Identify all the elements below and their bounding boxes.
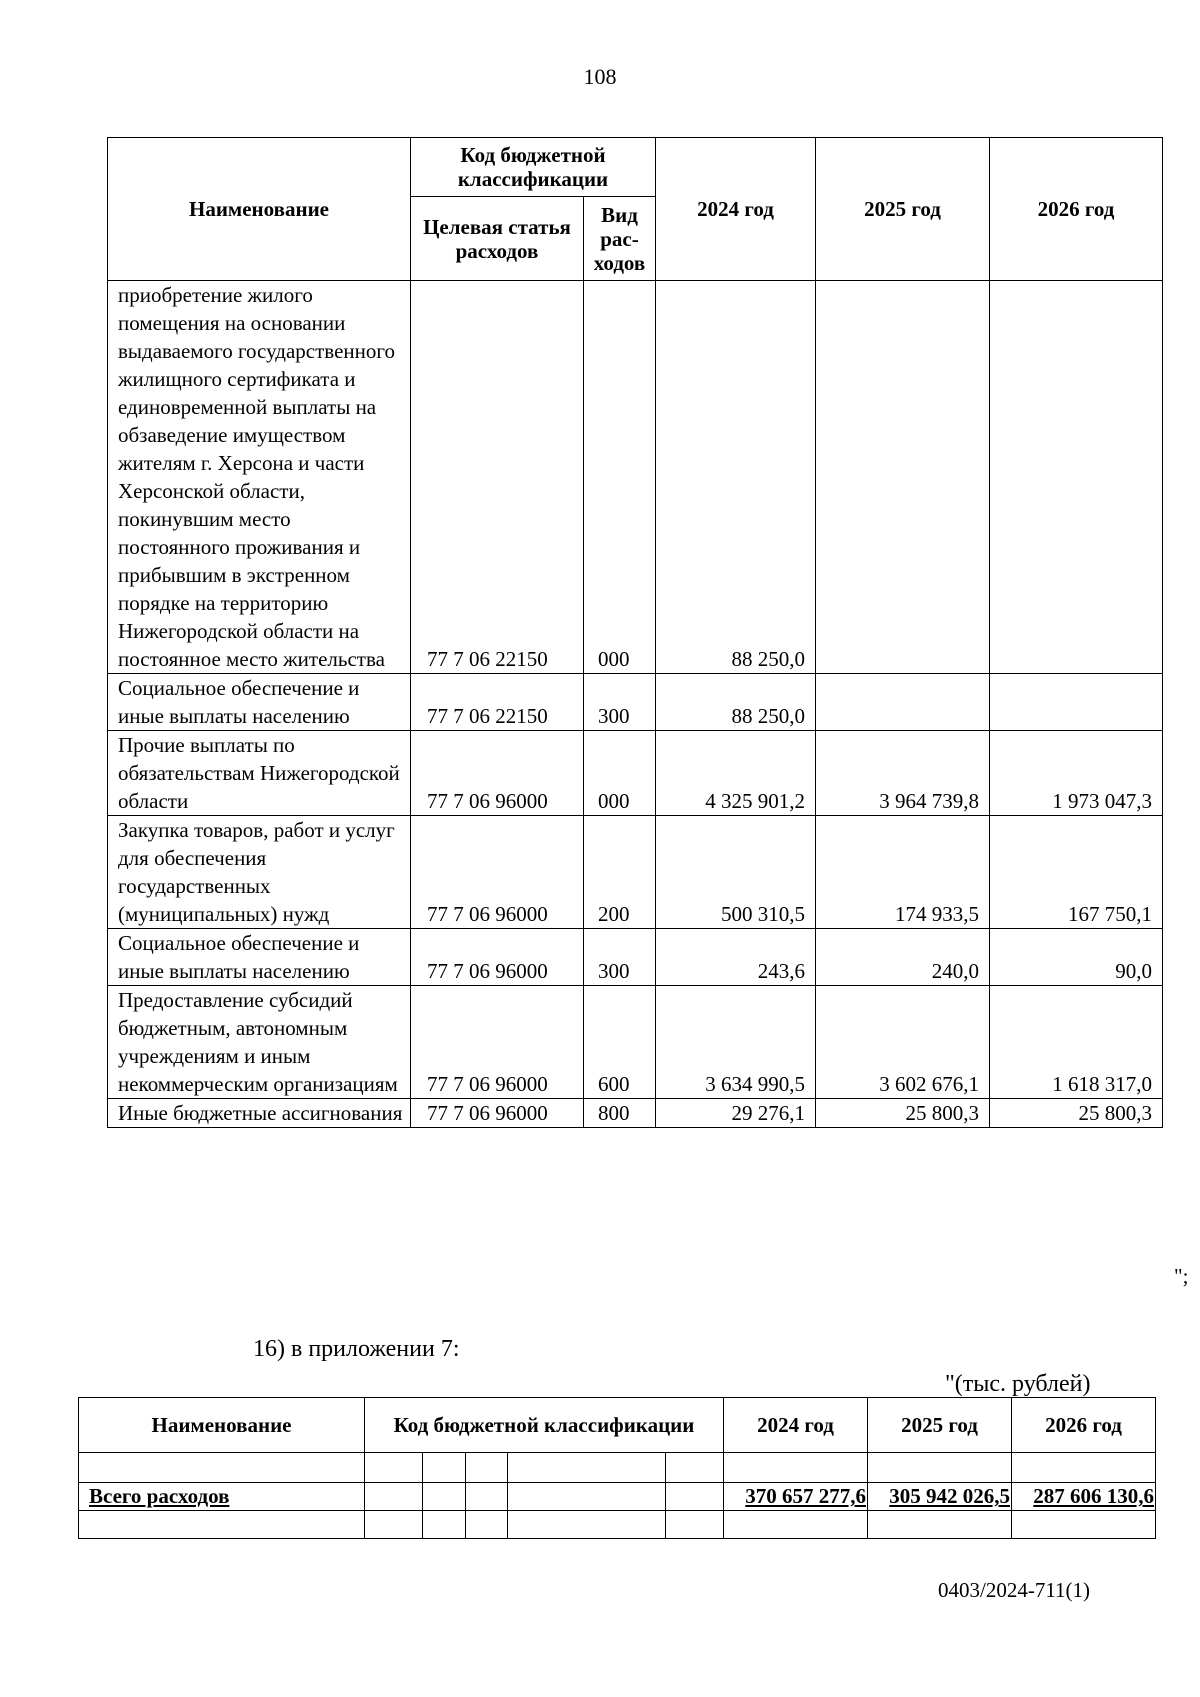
row-2024: 500 310,5 <box>656 816 816 929</box>
row-2025: 3 602 676,1 <box>816 986 990 1099</box>
units-label: "(тыс. рублей) <box>945 1371 1091 1397</box>
row-2026: 25 800,3 <box>990 1099 1163 1128</box>
row-code: 77 7 06 96000 <box>411 1099 584 1128</box>
t2-header-2025: 2025 год <box>868 1398 1012 1453</box>
row-2024: 88 250,0 <box>656 674 816 731</box>
row-2025 <box>816 674 990 731</box>
appendix-7-table <box>78 1397 1156 1539</box>
row-2026: 90,0 <box>990 929 1163 986</box>
header-2025: 2025 год <box>816 138 990 281</box>
header-code-group: Код бюджетной классификации <box>411 138 656 197</box>
table-row <box>79 1453 1156 1483</box>
row-vid: 600 <box>584 986 656 1099</box>
budget-table-appendix <box>107 137 1163 1128</box>
row-vid: 000 <box>584 281 656 674</box>
row-name: Социальное обеспечение и иные выплаты населению <box>108 674 411 731</box>
row-2025: 25 800,3 <box>816 1099 990 1128</box>
row-2025: 3 964 739,8 <box>816 731 990 816</box>
row-name: Иные бюджетные ассигнования <box>108 1099 411 1128</box>
row-code: 77 7 06 96000 <box>411 929 584 986</box>
row-2025: 174 933,5 <box>816 816 990 929</box>
row-2025 <box>816 281 990 674</box>
table-row <box>108 929 1163 986</box>
table-row <box>79 1511 1156 1539</box>
row-name: Социальное обеспечение и иные выплаты населению <box>108 929 411 986</box>
row-name: Закупка товаров, работ и услуг для обеспечения государственных (муниципальных) нужд <box>108 816 411 929</box>
row-2024: 243,6 <box>656 929 816 986</box>
total-label: Всего расходов <box>79 1483 365 1511</box>
row-2025: 240,0 <box>816 929 990 986</box>
row-name: приобретение жилого помещения на основании выдаваемого государственного жилищного сертификата и единовременной выплаты на обзаведение имуществом жителям г. Херсона и части Херсонской области, покинувшим место постоянного проживания и прибывшим в экстренном порядке на территорию Нижегородской области на постоянное место жительства <box>108 281 411 674</box>
total-2025: 305 942 026,5 <box>868 1483 1012 1511</box>
row-code: 77 7 06 96000 <box>411 816 584 929</box>
table-row <box>108 986 1163 1099</box>
total-2026: 287 606 130,6 <box>1012 1483 1156 1511</box>
row-code: 77 7 06 22150 <box>411 281 584 674</box>
total-2024: 370 657 277,6 <box>724 1483 868 1511</box>
row-2024: 4 325 901,2 <box>656 731 816 816</box>
header-name: Наименование <box>108 138 411 281</box>
header-2026: 2026 год <box>990 138 1163 281</box>
row-code: 77 7 06 96000 <box>411 986 584 1099</box>
t2-header-2024: 2024 год <box>724 1398 868 1453</box>
row-code: 77 7 06 22150 <box>411 674 584 731</box>
row-2026 <box>990 674 1163 731</box>
row-vid: 300 <box>584 929 656 986</box>
row-2026: 1 973 047,3 <box>990 731 1163 816</box>
page-number: 108 <box>583 64 617 89</box>
row-2026 <box>990 281 1163 674</box>
row-vid: 000 <box>584 731 656 816</box>
row-2024: 3 634 990,5 <box>656 986 816 1099</box>
header-2024: 2024 год <box>656 138 816 281</box>
t2-header-2026: 2026 год <box>1012 1398 1156 1453</box>
table-row <box>108 731 1163 816</box>
table-row <box>108 1099 1163 1128</box>
row-2026: 1 618 317,0 <box>990 986 1163 1099</box>
row-2024: 29 276,1 <box>656 1099 816 1128</box>
row-vid: 800 <box>584 1099 656 1128</box>
row-vid: 300 <box>584 674 656 731</box>
document-number: 0403/2024-711(1) <box>938 1578 1091 1602</box>
row-name: Прочие выплаты по обязательствам Нижегородской области <box>108 731 411 816</box>
header-expense-type: Вид рас-ходов <box>584 197 656 281</box>
header-target-article: Целевая статья расходов <box>411 197 584 281</box>
total-row <box>79 1483 1156 1511</box>
row-2024: 88 250,0 <box>656 281 816 674</box>
t2-header-code-group: Код бюджетной классификации <box>365 1398 724 1453</box>
table-row <box>108 816 1163 929</box>
row-2026: 167 750,1 <box>990 816 1163 929</box>
closing-quote-mark: "; <box>1174 1264 1189 1288</box>
table-row <box>108 674 1163 731</box>
item-16-heading: 16) в приложении 7: <box>253 1336 460 1362</box>
row-vid: 200 <box>584 816 656 929</box>
t2-header-name: Наименование <box>79 1398 365 1453</box>
row-name: Предоставление субсидий бюджетным, автономным учреждениям и иным некоммерческим организациям <box>108 986 411 1099</box>
table-row <box>108 281 1163 674</box>
row-code: 77 7 06 96000 <box>411 731 584 816</box>
